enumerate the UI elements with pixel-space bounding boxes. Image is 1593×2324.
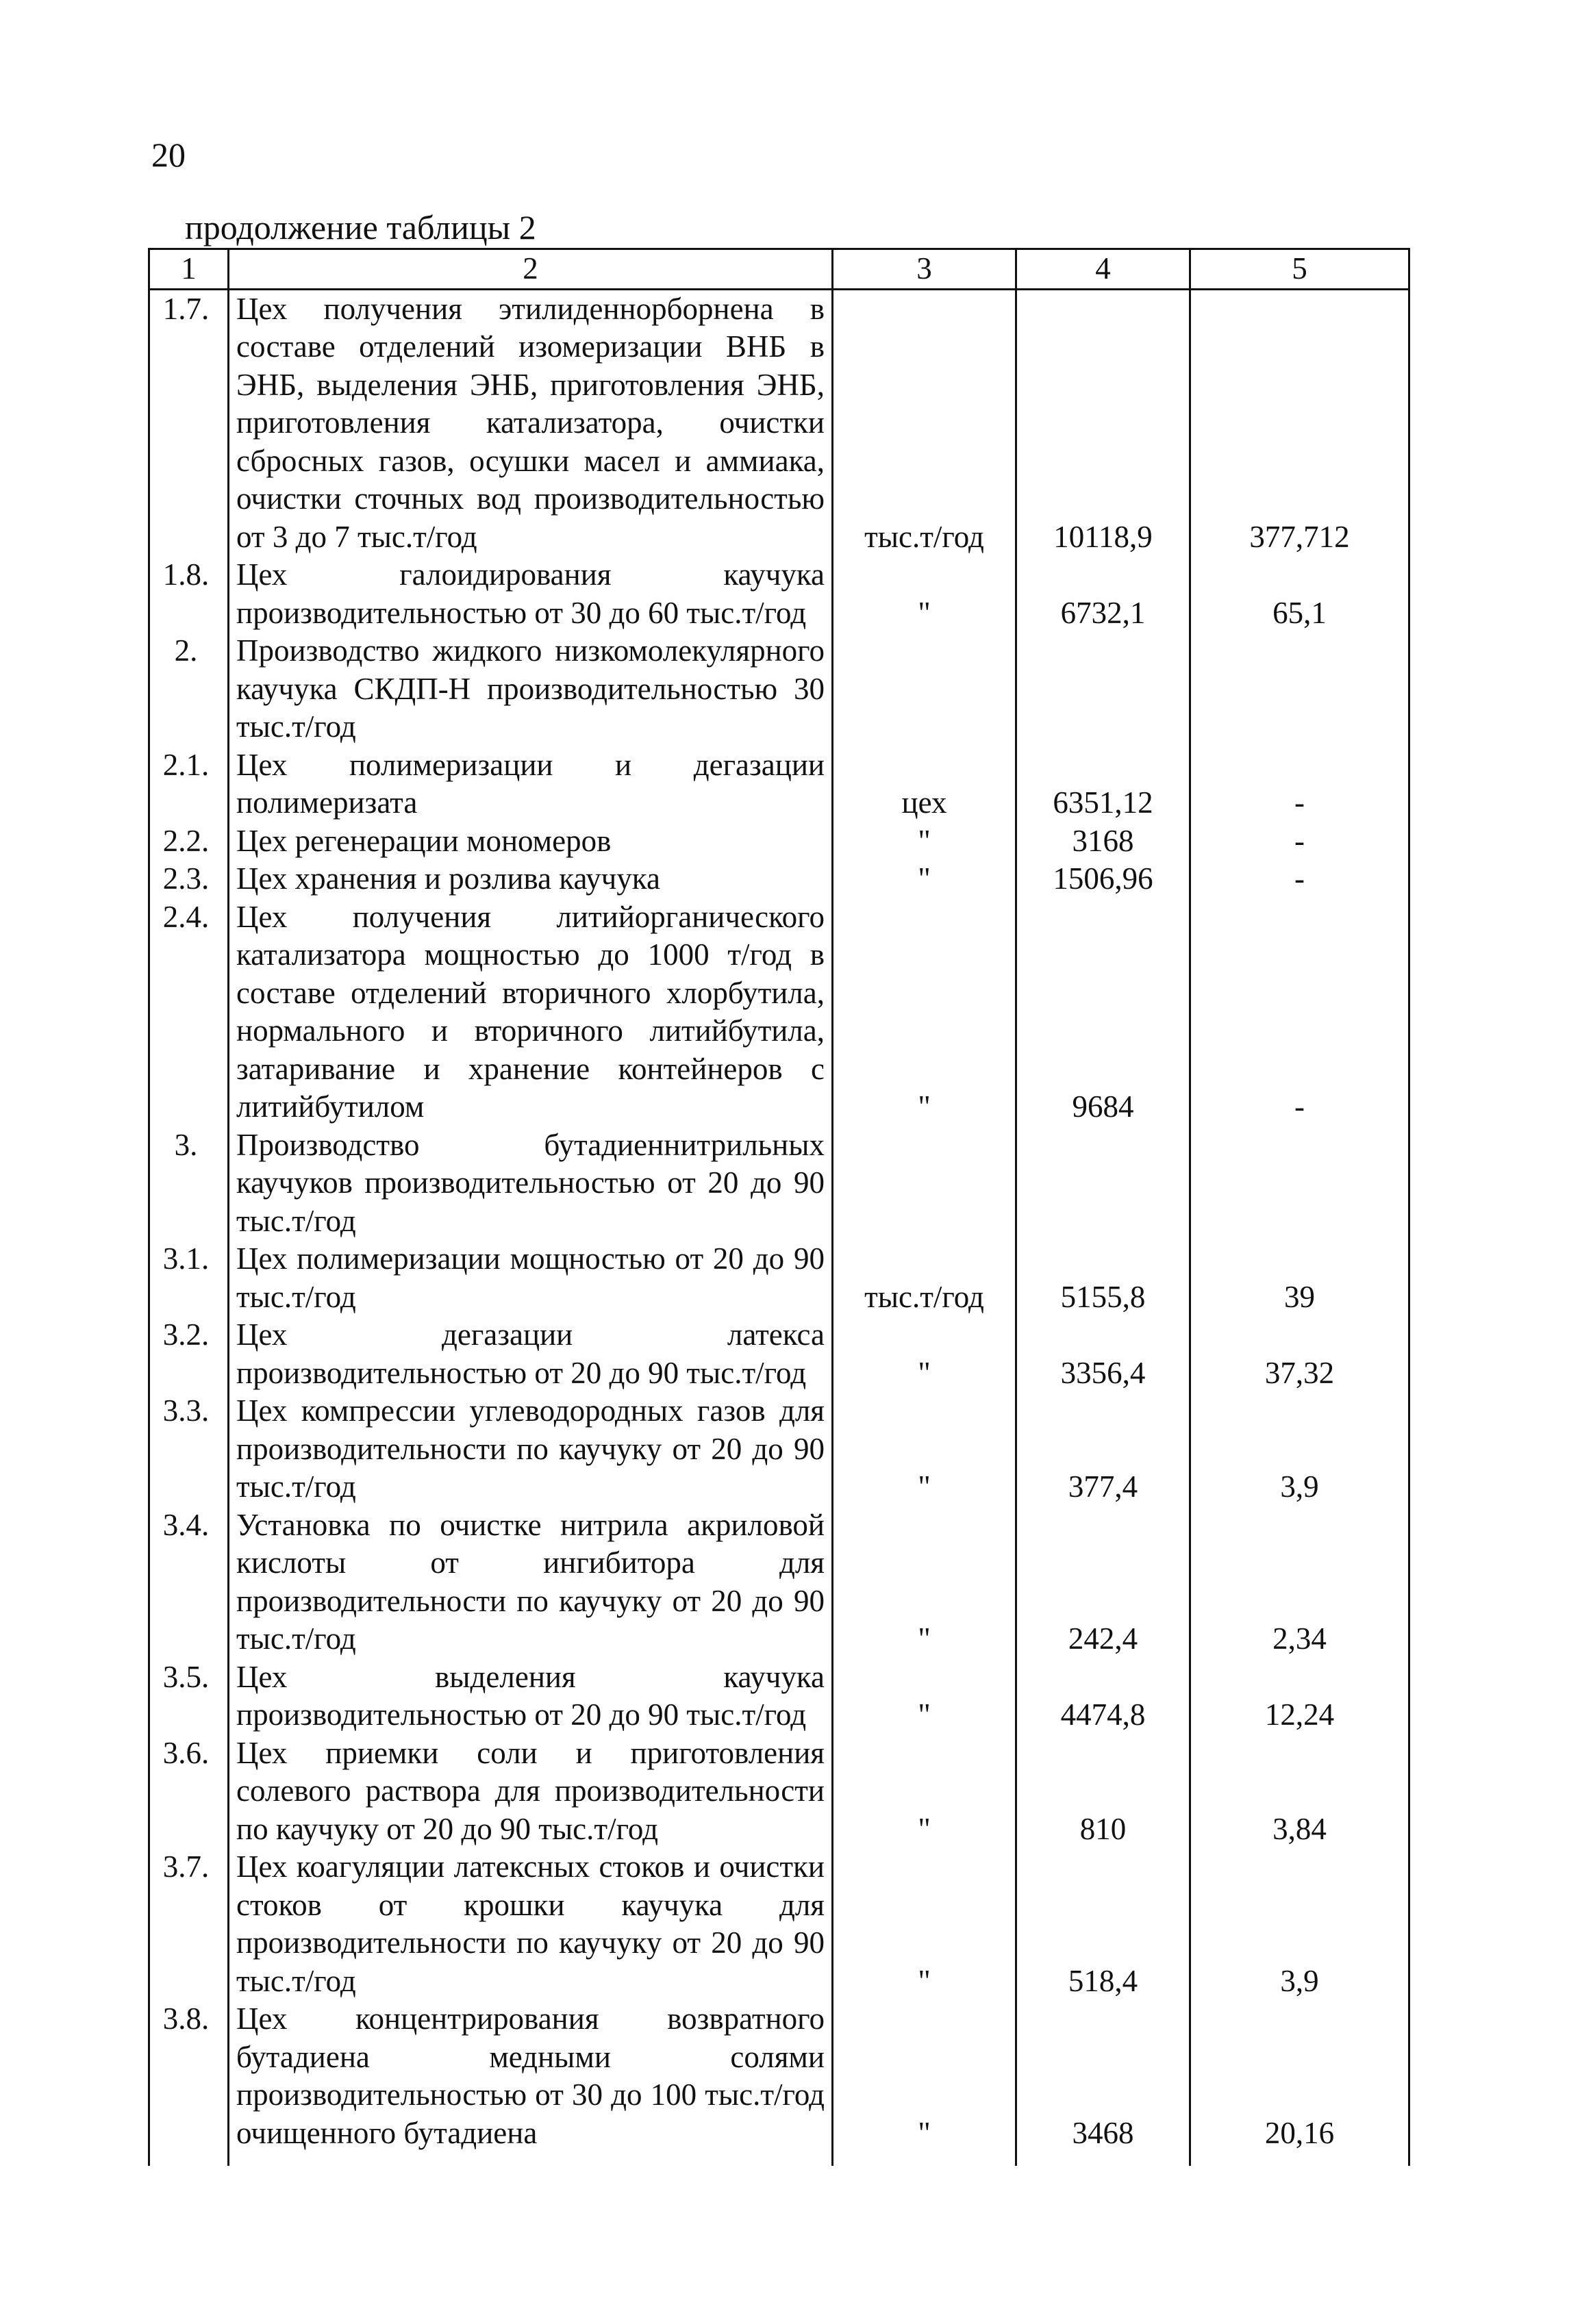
- value-col5-cell: -: [1190, 746, 1409, 822]
- table-row: [149, 1506, 1409, 1658]
- item-number: 2.1.: [149, 746, 229, 822]
- column-header-4: 4: [1016, 249, 1190, 290]
- item-name: Цех приемки соли и приготовления солевого раствора для производительности по каучуку от 20 до 90 тыс.т/год: [229, 1734, 833, 1849]
- item-number: 2.3.: [149, 860, 229, 898]
- column-header-1: 1: [149, 249, 229, 290]
- table-row: [149, 746, 1409, 822]
- item-number: 3.7.: [149, 1848, 229, 2000]
- value-col4-cell: 377,4: [1016, 1392, 1190, 1506]
- unit-cell: ": [833, 1734, 1016, 1849]
- table-row: [149, 1658, 1409, 1734]
- column-header-5: 5: [1190, 249, 1409, 290]
- item-name: Цех получения литийорганического катализатора мощностью до 1000 т/год в составе отделений вторичного хлорбутила, нормального и вторичного литийбутила, затаривание и хранение контейнеров с литийбутилом: [229, 898, 833, 1126]
- unit-cell: [833, 1126, 1016, 1241]
- table-body: [149, 289, 1409, 2166]
- value-col4-cell: 518,4: [1016, 1848, 1190, 2000]
- table-row: [149, 1392, 1409, 1506]
- value-col5-cell: 12,24: [1190, 1658, 1409, 1734]
- unit-cell: цех: [833, 746, 1016, 822]
- page-number: 20: [151, 136, 186, 174]
- table-row: [149, 898, 1409, 1126]
- table-row: [149, 289, 1409, 556]
- unit-cell: ": [833, 1848, 1016, 2000]
- item-number: 3.: [149, 1126, 229, 1241]
- value-col4-cell: [1016, 632, 1190, 746]
- item-number: 3.6.: [149, 1734, 229, 1849]
- table-row: [149, 632, 1409, 746]
- item-name: Цех полимеризации мощностью от 20 до 90 тыс.т/год: [229, 1240, 833, 1316]
- item-name: Цех полимеризации и дегазации полимеризата: [229, 746, 833, 822]
- unit-cell: тыс.т/год: [833, 289, 1016, 556]
- item-number: 3.8.: [149, 2000, 229, 2166]
- value-col5-cell: [1190, 632, 1409, 746]
- value-col4-cell: 1506,96: [1016, 860, 1190, 898]
- unit-cell: ": [833, 1506, 1016, 1658]
- item-name: Цех хранения и розлива каучука: [229, 860, 833, 898]
- table-row: [149, 556, 1409, 632]
- item-number: 3.5.: [149, 1658, 229, 1734]
- value-col5-cell: 3,9: [1190, 1392, 1409, 1506]
- unit-cell: ": [833, 2000, 1016, 2166]
- table-row: [149, 1240, 1409, 1316]
- table-row: [149, 860, 1409, 898]
- item-name: Производство бутадиеннитрильных каучуков производительностью от 20 до 90 тыс.т/год: [229, 1126, 833, 1241]
- item-number: 3.4.: [149, 1506, 229, 1658]
- item-name: Цех выделения каучука производительностью от 20 до 90 тыс.т/год: [229, 1658, 833, 1734]
- item-number: 3.2.: [149, 1316, 229, 1392]
- value-col5-cell: 3,84: [1190, 1734, 1409, 1849]
- value-col4-cell: 3168: [1016, 822, 1190, 861]
- item-name: Установка по очистке нитрила акриловой кислоты от ингибитора для производительности по каучуку от 20 до 90 тыс.т/год: [229, 1506, 833, 1658]
- item-name: Цех дегазации латекса производительностью от 20 до 90 тыс.т/год: [229, 1316, 833, 1392]
- value-col4-cell: 242,4: [1016, 1506, 1190, 1658]
- value-col5-cell: 3,9: [1190, 1848, 1409, 2000]
- value-col5-cell: 39: [1190, 1240, 1409, 1316]
- table-header-row: [149, 249, 1409, 290]
- item-number: 3.3.: [149, 1392, 229, 1506]
- unit-cell: ": [833, 860, 1016, 898]
- item-number: 3.1.: [149, 1240, 229, 1316]
- column-header-2: 2: [229, 249, 833, 290]
- item-name: Цех концентрирования возвратного бутадиена медными солями производительностью от 30 до 100 тыс.т/год очищенного бутадиена: [229, 2000, 833, 2166]
- unit-cell: ": [833, 1658, 1016, 1734]
- unit-cell: ": [833, 1392, 1016, 1506]
- table-row: [149, 1734, 1409, 1849]
- item-number: 2.: [149, 632, 229, 746]
- value-col5-cell: 65,1: [1190, 556, 1409, 632]
- value-col4-cell: [1016, 1126, 1190, 1241]
- column-header-3: 3: [833, 249, 1016, 290]
- value-col4-cell: 3468: [1016, 2000, 1190, 2166]
- value-col5-cell: 37,32: [1190, 1316, 1409, 1392]
- value-col5-cell: 2,34: [1190, 1506, 1409, 1658]
- item-name: Цех регенерации мономеров: [229, 822, 833, 861]
- value-col5-cell: -: [1190, 898, 1409, 1126]
- value-col5-cell: -: [1190, 860, 1409, 898]
- item-name: Цех компрессии углеводородных газов для производительности по каучуку от 20 до 90 тыс.т/год: [229, 1392, 833, 1506]
- item-name: Производство жидкого низкомолекулярного каучука СКДП-Н производительностью 30 тыс.т/год: [229, 632, 833, 746]
- data-table: [148, 248, 1410, 2166]
- value-col5-cell: 20,16: [1190, 2000, 1409, 2166]
- item-number: 2.2.: [149, 822, 229, 861]
- value-col4-cell: 9684: [1016, 898, 1190, 1126]
- table-row: [149, 1848, 1409, 2000]
- value-col5-cell: [1190, 1126, 1409, 1241]
- value-col4-cell: 810: [1016, 1734, 1190, 1849]
- unit-cell: ": [833, 1316, 1016, 1392]
- item-name: Цех получения этилиденнорборнена в составе отделений изомеризации ВНБ в ЭНБ, выделения ЭНБ, приготовления ЭНБ, приготовления катализатора, очистки сбросных газов, осушки масел и аммиака, очистки сточных вод производительностью от 3 до 7 тыс.т/год: [229, 289, 833, 556]
- value-col4-cell: 5155,8: [1016, 1240, 1190, 1316]
- item-name: Цех галоидирования каучука производительностью от 30 до 60 тыс.т/год: [229, 556, 833, 632]
- item-number: 1.8.: [149, 556, 229, 632]
- item-number: 2.4.: [149, 898, 229, 1126]
- value-col4-cell: 3356,4: [1016, 1316, 1190, 1392]
- value-col4-cell: 6351,12: [1016, 746, 1190, 822]
- unit-cell: тыс.т/год: [833, 1240, 1016, 1316]
- value-col4-cell: 6732,1: [1016, 556, 1190, 632]
- unit-cell: ": [833, 556, 1016, 632]
- unit-cell: ": [833, 822, 1016, 861]
- value-col5-cell: 377,712: [1190, 289, 1409, 556]
- table-row: [149, 822, 1409, 861]
- table-row: [149, 1126, 1409, 1241]
- item-number: 1.7.: [149, 289, 229, 556]
- table-row: [149, 1316, 1409, 1392]
- unit-cell: ": [833, 898, 1016, 1126]
- value-col4-cell: 4474,8: [1016, 1658, 1190, 1734]
- value-col4-cell: 10118,9: [1016, 289, 1190, 556]
- table-row: [149, 2000, 1409, 2166]
- unit-cell: [833, 632, 1016, 746]
- item-name: Цех коагуляции латексных стоков и очистки стоков от крошки каучука для производительности по каучуку от 20 до 90 тыс.т/год: [229, 1848, 833, 2000]
- value-col5-cell: -: [1190, 822, 1409, 861]
- table-caption: продолжение таблицы 2: [185, 208, 536, 247]
- table-header: [149, 249, 1409, 290]
